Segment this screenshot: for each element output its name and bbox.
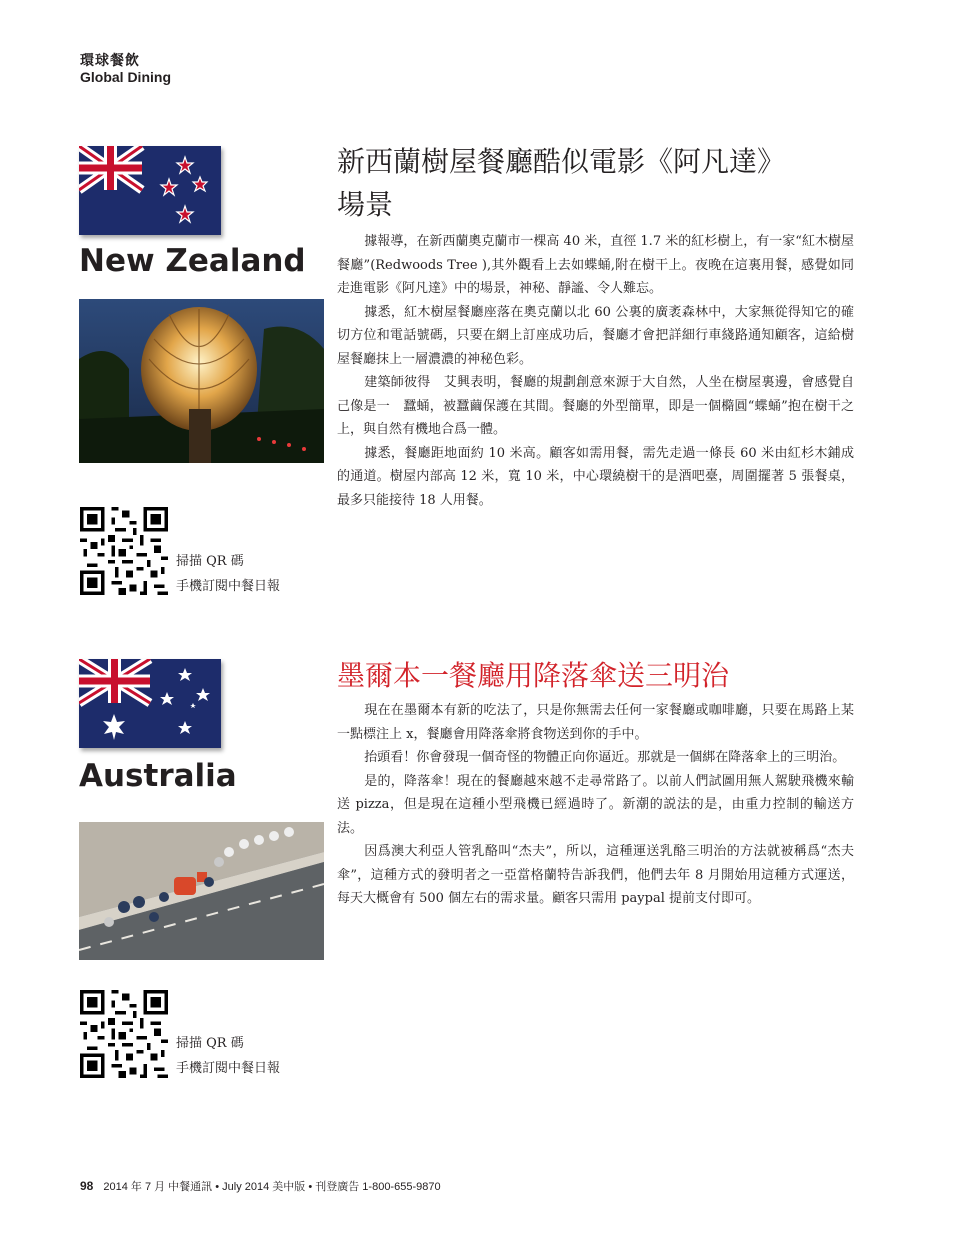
headline-line-2: 場景 xyxy=(337,188,394,221)
article-body-new-zealand xyxy=(337,230,854,512)
new-zealand-flag xyxy=(79,146,221,235)
parachute-street-photo xyxy=(79,822,324,960)
qr-caption-scan: 掃描 QR 碼 xyxy=(176,554,244,569)
page-footer xyxy=(80,1178,441,1194)
country-name-australia: Australia xyxy=(79,758,237,794)
qr-caption-scan: 掃描 QR 碼 xyxy=(176,1036,244,1051)
article-body-australia xyxy=(337,699,854,911)
australia-flag xyxy=(79,659,221,748)
treehouse-photo xyxy=(79,299,324,463)
page-number: 98 xyxy=(80,1179,94,1193)
article-paragraph: 據報導，在新西蘭奧克蘭市一棵高 40 米，直徑 1.7 米的紅杉樹上，有一家“紅木樹屋餐廳”(Redwoods Tree ),其外觀看上去如蝶蛹,附在樹干上。夜晚在這裏用餐，感覺如同走進電影《阿凡達》中的場景，神秘、靜謐、令人難忘。 xyxy=(337,234,854,296)
article-paragraph: 據悉，紅木樹屋餐廳座落在奧克蘭以北 60 公裏的廣袤森林中，大家無從得知它的確切方位和電話號碼，只要在網上訂座成功后，餐廳才會把詳細行車綫路通知顧客，這給樹屋餐廳抹上一層濃濃的神秘色彩。 xyxy=(337,304,854,367)
qr-code[interactable] xyxy=(80,507,168,595)
headline-line-1: 新西蘭樹屋餐廳酷似電影《阿凡達》 xyxy=(337,145,786,178)
article-headline-new-zealand xyxy=(337,140,857,226)
section-title-en: Global Dining xyxy=(80,69,171,85)
qr-code[interactable] xyxy=(80,990,168,1078)
article-paragraph: 抬頭看！你會發現一個奇怪的物體正向你逼近。那就是一個綁在降落傘上的三明治。 xyxy=(364,750,846,765)
article-paragraph: 現在在墨爾本有新的吃法了，只是你無需去任何一家餐廳或咖啡廳，只要在馬路上某一點標注上 x，餐廳會用降落傘將食物送到你的手中。 xyxy=(337,703,854,742)
article-paragraph: 據悉，餐廳距地面約 10 米高。顧客如需用餐，需先走過一條長 60 米由紅杉木鋪成的通道。樹屋内部高 12 米，寬 10 米，中心環繞樹干的是酒吧臺，周圍擺著 5 張餐桌，最多只能接待 18 人用餐。 xyxy=(337,445,854,508)
article-headline-australia xyxy=(337,654,857,697)
article-paragraph: 建築師彼得 艾興表明，餐廳的規劃創意來源于大自然，人坐在樹屋裏邊，會感覺自己像是一 蠶蛹，被蠶繭保護在其間。餐廳的外型簡單，即是一個橢圓“蝶蛹”抱在樹干之上，與自然有機地合爲一體。 xyxy=(337,375,854,437)
article-paragraph: 因爲澳大利亞人管乳酪叫“杰夫”，所以，這種運送乳酪三明治的方法就被稱爲“杰夫傘”，這種方式的發明者之一亞當格蘭特告訴我們，他們去年 8 月開始用這種方式運送，每天大概會有 500 個左右的需求量。顧客只需用 paypal 提前支付即可。 xyxy=(337,844,854,906)
qr-caption-subscribe: 手機訂閱中餐日報 xyxy=(176,1061,281,1076)
qr-caption-subscribe: 手機訂閱中餐日報 xyxy=(176,579,281,594)
headline-line-1: 墨爾本一餐廳用降落傘送三明治 xyxy=(337,659,730,692)
country-name-new-zealand: New Zealand xyxy=(79,243,306,279)
footer-text: 2014 年 7 月 中餐通訊 • July 2014 美中版 • 刊登廣告 1-800-655-9870 xyxy=(103,1181,441,1193)
section-title-zh: 環球餐飲 xyxy=(80,53,140,69)
article-paragraph: 是的，降落傘！現在的餐廳越來越不走尋常路了。以前人們試圖用無人駕駛飛機來輸送 pizza，但是現在這種小型飛機已經過時了。新潮的説法的是，由重力控制的輸送方法。 xyxy=(337,773,854,836)
